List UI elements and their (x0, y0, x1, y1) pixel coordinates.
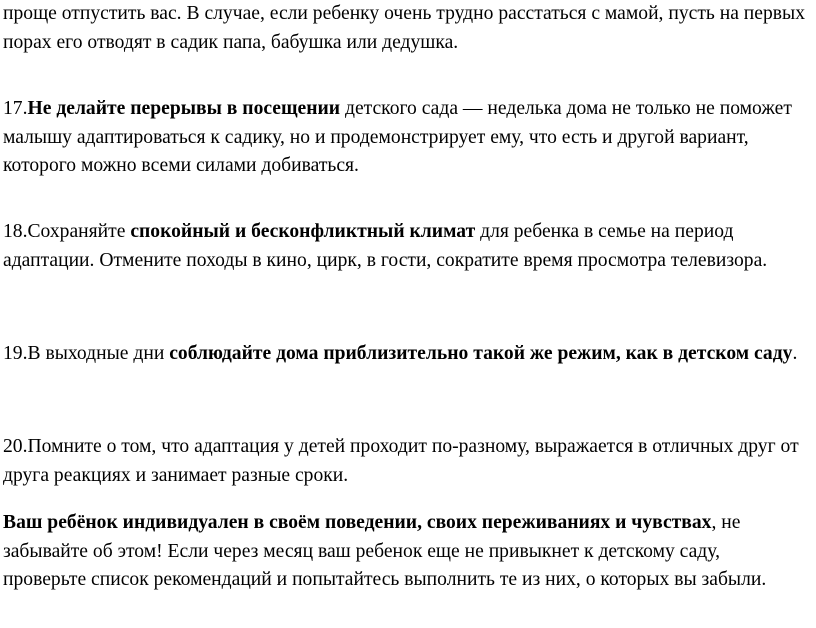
text-run: 18.Сохраняйте (3, 221, 131, 242)
paragraph-tip-19 (3, 340, 808, 369)
text-run: 17. (3, 98, 28, 119)
text-run: детского сада — неделька дома не только не поможет малышу адаптироваться к садику, но и продемонстрирует ему, что есть и другой вариант, которого можно всеми силами добиваться. (3, 98, 792, 176)
text-run: 19.В выходные дни (3, 343, 170, 364)
paragraph-tip-18 (3, 218, 808, 275)
text-run-bold: спокойный и бесконфликтный климат (130, 221, 476, 242)
text-run-bold: соблюдайте дома приблизительно такой же режим, как в детском саду (169, 343, 793, 364)
text-run: 20.Помните о том, что адаптация у детей проходит по-разному, выражается в отличных друг от друга реакциях и занимает разные сроки. (3, 436, 799, 486)
text-run-bold: Ваш ребёнок индивидуален в своём поведении, своих переживаниях и чувствах (3, 512, 712, 533)
text-run: для ребенка в семье на период адаптации. Отмените походы в кино, цирк, в гости, сократите время просмотра телевизора. (3, 221, 768, 271)
text-run: проще отпустить вас. В случае, если ребенку очень трудно расстаться с мамой, пусть на первых порах его отводят в садик папа, бабушка или дедушка. (3, 3, 806, 53)
paragraph-tip-17 (3, 95, 808, 181)
paragraph-conclusion (3, 509, 808, 595)
text-run: , не забывайте об этом! Если через месяц ваш ребенок еще не привыкнет к детскому саду, проверьте список рекомендаций и попытайтесь выполнить те из них, о которых вы забыли. (3, 512, 767, 590)
paragraph-tip-20 (3, 433, 808, 490)
text-run-bold: Не делайте перерывы в посещении (27, 98, 341, 119)
text-run: . (792, 343, 798, 364)
paragraph-intro (3, 0, 808, 57)
